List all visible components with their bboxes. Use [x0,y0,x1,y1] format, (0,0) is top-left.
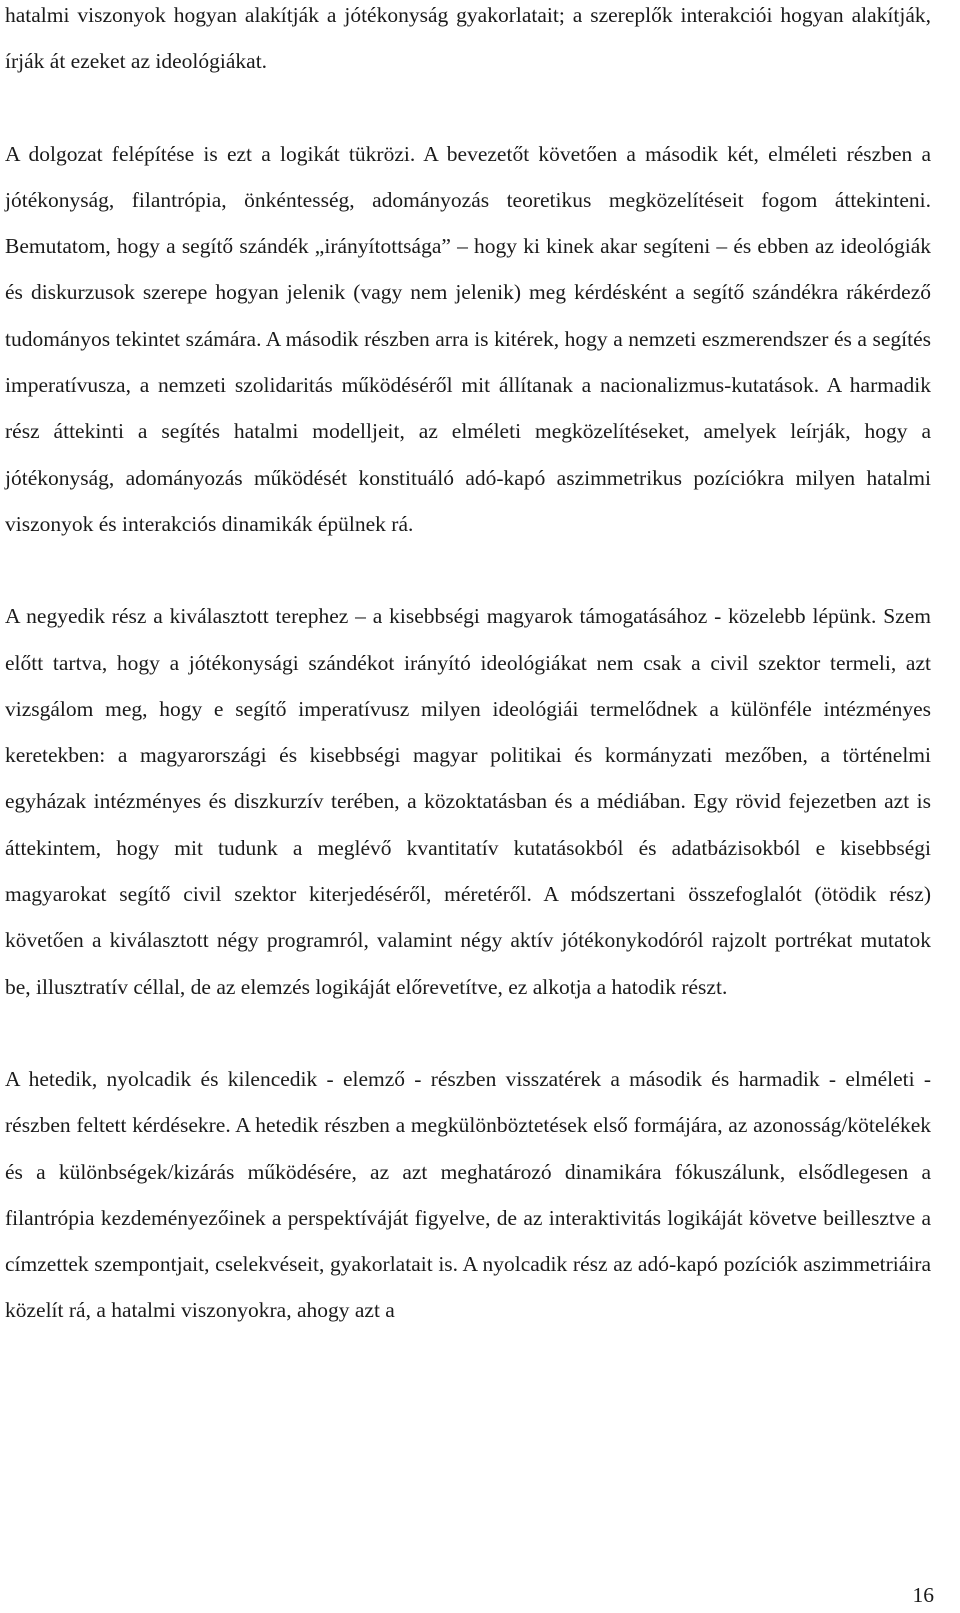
document-page [5,0,931,1334]
paragraph-gap [5,1010,931,1056]
paragraph-1: hatalmi viszonyok hogyan alakítják a jótékonyság gyakorlatait; a szereplők interakciói hogyan alakítják, írják át ezeket az ideológiákat. [5,3,931,74]
paragraph-4: A hetedik, nyolcadik és kilencedik - elemző - részben visszatérek a második és harmadik - elméleti - részben feltett kérdésekre. A hetedik részben a megkülönböztetések első formájára, az azonosság/kötelékek és a különbségek/kizárás működésére, az azt meghatározó dinamikára fókuszálunk, elsődlegesen a filantrópia kezdeményezőinek a perspektíváját figyelve, de az interaktivitás logikáját követve beillesztve a címzettek szempontjait, cselekvéseit, gyakorlatait is. A nyolcadik rész az adó-kapó pozíciók aszimmetriáira közelít rá, a hatalmi viszonyokra, ahogy azt a [5,1066,931,1323]
paragraph-3: A negyedik rész a kiválasztott terephez – a kisebbségi magyarok támogatásához - közelebb lépünk. Szem előtt tartva, hogy a jótékonysági szándékot irányító ideológiákat nem csak a civil szektor termeli, azt vizsgálom meg, hogy e segítő imperatívusz milyen ideológiái termelődnek a különféle intézményes keretekben: a magyarországi és kisebbségi magyar politikai és kormányzati mezőben, a történelmi egyházak intézményes és diszkurzív terében, a közoktatásban és a médiában. Egy rövid fejezetben azt is áttekintem, hogy mit tudunk a meglévő kvantitatív kutatásokból és adatbázisokból e kisebbségi magyarokat segítő civil szektor kiterjedéséről, méretéről. A módszertani összefoglalót (ötödik rész) követően a kiválasztott négy programról, valamint négy aktív jótékonykodóról rajzolt portrékat mutatok be, illusztratív céllal, de az elemzés logikáját előrevetítve, ez alkotja a hatodik részt. [5,604,931,999]
paragraph-gap [5,547,931,593]
paragraph-2: A dolgozat felépítése is ezt a logikát tükrözi. A bevezetőt követően a második két, elméleti részben a jótékonyság, filantrópia, önkéntesség, adományozás teoretikus megközelítéseit fogom áttekinteni. Bemutatom, hogy a segítő szándék „irányítottsága” – hogy ki kinek akar segíteni – és ebben az ideológiák és diskurzusok szerepe hogyan jelenik (vagy nem jelenik) meg kérdésként a segítő szándékra rákérdező tudományos tekintet számára. A második részben arra is kitérek, hogy a nemzeti eszmerendszer és a segítés imperatívusza, a nemzeti szolidaritás működéséről mit állítanak a nacionalizmus-kutatások. A harmadik rész áttekinti a segítés hatalmi modelljeit, az elméleti megközelítéseket, amelyek leírják, hogy a jótékonyság, adományozás működését konstituáló adó-kapó aszimmetrikus pozíciókra milyen hatalmi viszonyok és interakciós dinamikák épülnek rá. [5,141,931,536]
paragraph-gap [5,85,931,131]
page-number: 16 [912,1583,934,1607]
